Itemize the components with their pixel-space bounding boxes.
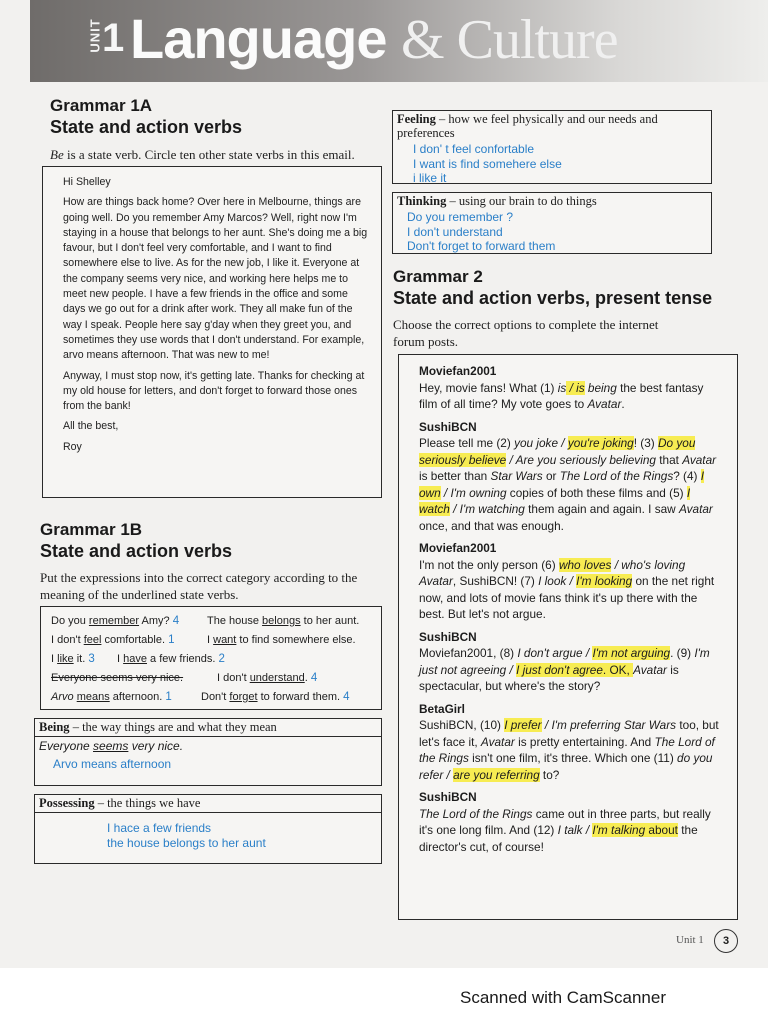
- answer-number: 4: [172, 615, 180, 627]
- feeling-category-box: [392, 110, 712, 184]
- answer-number: 4: [310, 672, 318, 684]
- possessing-answer-2: the house belongs to her aunt: [107, 835, 266, 850]
- expression-4: I want to find somewhere else.: [207, 634, 356, 646]
- grammar-1a-label: Grammar 1A: [50, 96, 153, 115]
- expression-3: I don't feel comfortable. 1: [51, 634, 175, 646]
- forum-post-3: I'm not the only person (6) who loves / who's loving Avatar, SushiBCN! (7) I look / I'm looking on the net right now, and lots of movie fans think it's up there with the best. But let's not argue.: [419, 557, 715, 621]
- expression-8: I don't understand. 4: [217, 672, 318, 684]
- email-greeting: Hi Shelley: [63, 176, 111, 188]
- email-paragraph-2: Anyway, I must stop now, it's getting late. Thanks for checking at my old house for letters, and don't forget to forward those ones from the bank!: [63, 369, 365, 413]
- forum-post-5: SushiBCN, (10) I prefer / I'm preferring Star Wars too, but let's face it, Avatar is pretty entertaining. And The Lord of the Rings isn't one film, it's three. Which one (11) do you refer / are you referring to?: [419, 718, 719, 782]
- unit-footer-label: Unit 1: [676, 934, 704, 946]
- email-paragraph-1: How are things back home? Over here in Melbourne, things are going well. Do you remember Amy Marcos? Well, right now I'm staying in a house that belongs to her aunt. She's doing me a big favour, but I don't feel very comfortable, and I want to find somewhere else to live. As for the new job, I like it. Everyone at the company seems very nice, and working here helps me to meet new people. I have a few friends in the office and some days we go out for a drink after work. They all make fun of the way I speak. People here say g'day when they greet you, and sometimes they use words that I don't understand. For example, arvo means afternoon. That was new to me!: [63, 196, 368, 362]
- thinking-answer-3: Don't forget to forward them: [407, 239, 556, 253]
- possessing-title: Possessing – the things we have: [35, 795, 381, 813]
- unit-banner: [30, 0, 768, 82]
- expression-9: Arvo means afternoon. 1: [51, 691, 172, 703]
- page-number: 3: [714, 929, 738, 953]
- forum-box: [398, 354, 738, 920]
- feeling-answer-1: I don' t feel confortable: [413, 142, 535, 156]
- forum-username: SushiBCN: [419, 419, 477, 434]
- instruction-text: is a state verb. Circle ten other state verbs in this email.: [66, 147, 355, 162]
- feeling-answer-2: I want is find somehere else: [413, 156, 562, 171]
- forum-username: Moviefan2001: [419, 364, 497, 378]
- title-language: Language: [130, 7, 387, 70]
- forum-username: SushiBCN: [419, 790, 477, 804]
- forum-post-1: Hey, movie fans! What (1) is / is being the best fantasy film of all time? My vote goes to Avatar.: [419, 380, 704, 411]
- possessing-category-box: [34, 794, 382, 864]
- grammar-2-instruction: Choose the correct options to complete the internet forum posts.: [393, 317, 659, 349]
- feeling-answer-3: i like it: [413, 171, 447, 185]
- being-category-box: [34, 718, 382, 786]
- thinking-answer-2: I don't understand: [407, 224, 503, 239]
- answer-number: 4: [343, 691, 350, 703]
- grammar-1b-label: Grammar 1B: [40, 520, 143, 539]
- grammar-1a-title: State and action verbs: [50, 117, 243, 137]
- expression-2: The house belongs to her aunt.: [207, 615, 360, 627]
- forum-username: SushiBCN: [419, 629, 477, 644]
- forum-post-4: Moviefan2001, (8) I don't argue / I'm not arguing. (9) I'm just not agreeing / I just don't agree. OK, Avatar is spectacular, but where's the story?: [419, 646, 710, 693]
- unit-number: 1: [102, 16, 125, 60]
- expression-6: I have a few friends. 2: [117, 653, 225, 665]
- answer-number: 2: [218, 653, 225, 665]
- grammar-1b-title: State and action verbs: [40, 541, 233, 561]
- being-example: Everyone seems very nice.: [39, 739, 184, 753]
- answer-number: 1: [165, 691, 172, 703]
- expression-5: I like it. 3: [51, 653, 95, 665]
- grammar-1b-instruction: Put the expressions into the correct category according to the meaning of the underlined state verbs.: [40, 570, 358, 602]
- feeling-title: Feeling – how we feel physically and our needs and preferences: [397, 112, 658, 140]
- expression-10: Don't forget to forward them. 4: [201, 691, 350, 703]
- expressions-box: [40, 606, 382, 710]
- expression-1: Do you remember Amy? 4: [51, 615, 180, 627]
- instruction-italic-be: Be: [50, 147, 64, 162]
- expression-7: Everyone seems very nice.: [51, 672, 184, 684]
- thinking-answer-1: Do you remember ?: [407, 210, 514, 224]
- email-body: [43, 167, 381, 455]
- being-answer-1: Arvo means afternoon: [53, 757, 172, 771]
- being-title: Being – the way things are and what they mean: [35, 719, 381, 737]
- email-box: [42, 166, 382, 498]
- unit-tag: UNIT: [87, 18, 103, 53]
- unit-title: [130, 6, 618, 72]
- thinking-title: Thinking – using our brain to do things: [397, 194, 597, 208]
- grammar-1a-instruction: [50, 146, 380, 163]
- forum-username: Moviefan2001: [419, 541, 497, 555]
- forum-username: BetaGirl: [419, 701, 465, 716]
- title-culture: & Culture: [401, 9, 618, 71]
- grammar-2-label: Grammar 2: [393, 267, 483, 286]
- answer-number: 3: [88, 653, 95, 665]
- answer-number: 1: [168, 634, 175, 646]
- camscanner-watermark: Scanned with CamScanner: [460, 988, 667, 1007]
- email-closing: All the best,: [63, 420, 119, 433]
- thinking-category-box: [392, 192, 712, 254]
- forum-posts: [399, 355, 737, 855]
- email-signature: Roy: [63, 440, 82, 453]
- possessing-answer-1: I hace a few friends: [107, 821, 212, 835]
- forum-post-2: Please tell me (2) you joke / you're joking! (3) Do you seriously believe / Are you seriously believing that Avatar is better than Star Wars or The Lord of the Rings? (4) I own / I'm owning copies of both these films and (5) I watch / I'm watching them again and again. I saw Avatar once, and that was enough.: [419, 436, 717, 533]
- grammar-2-title: State and action verbs, present tense: [393, 288, 713, 308]
- forum-post-6: The Lord of the Rings came out in three parts, but really it's one long film. And (12) I talk / I'm talking about the director's cut, of course!: [419, 806, 711, 854]
